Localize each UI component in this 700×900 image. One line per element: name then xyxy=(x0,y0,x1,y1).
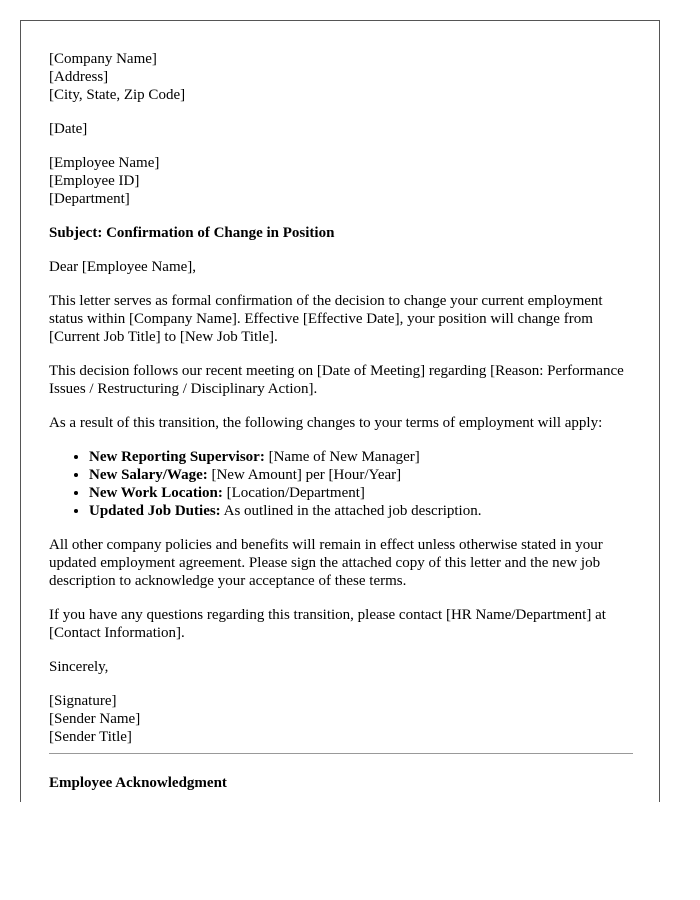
list-item xyxy=(89,448,633,466)
change-label: New Reporting Supervisor: xyxy=(89,449,265,465)
company-header xyxy=(49,50,633,104)
change-label: New Work Location: xyxy=(89,485,223,501)
recipient-department: [Department] xyxy=(49,191,130,207)
signoff: Sincerely, xyxy=(49,659,109,675)
paragraph-policies: All other company policies and benefits will remain in effect unless otherwise stated in your updated employment agreement. Please sign the attached copy of this letter and the new job description to acknowledge your acceptance of these terms. xyxy=(49,537,603,589)
letter-page xyxy=(20,20,660,802)
company-city-state-zip: [City, State, Zip Code] xyxy=(49,87,186,103)
list-item xyxy=(89,466,633,484)
change-value: [Name of New Manager] xyxy=(264,449,420,465)
company-name: [Company Name] xyxy=(49,51,157,67)
recipient-name: [Employee Name] xyxy=(49,155,160,171)
subject-line: Subject: Confirmation of Change in Position xyxy=(49,225,335,241)
sender-title: [Sender Title] xyxy=(49,729,132,745)
acknowledgment-heading: Employee Acknowledgment xyxy=(49,775,227,791)
paragraph-changes-intro: As a result of this transition, the following changes to your terms of employment will apply: xyxy=(49,415,603,431)
letter-content xyxy=(49,50,633,792)
change-value: [New Amount] per [Hour/Year] xyxy=(207,467,402,483)
sender-signature: [Signature] xyxy=(49,693,117,709)
letter-date: [Date] xyxy=(49,121,88,137)
salutation: Dear [Employee Name], xyxy=(49,259,197,275)
paragraph-reason: This decision follows our recent meeting on [Date of Meeting] regarding [Reason: Performance Issues / Restructuring / Disciplinary Action]. xyxy=(49,363,624,397)
list-item xyxy=(89,484,633,502)
list-item xyxy=(89,502,633,520)
paragraph-confirmation: This letter serves as formal confirmation of the decision to change your current employment status within [Company Name]. Effective [Effective Date], your position will change from [Current Job Title] to [New Job Title]. xyxy=(49,293,603,345)
recipient-id: [Employee ID] xyxy=(49,173,140,189)
change-value: [Location/Department] xyxy=(222,485,365,501)
recipient-block xyxy=(49,154,633,208)
sender-block xyxy=(49,692,633,746)
changes-list xyxy=(49,448,633,520)
change-label: New Salary/Wage: xyxy=(89,467,208,483)
sender-name: [Sender Name] xyxy=(49,711,141,727)
change-value: As outlined in the attached job description. xyxy=(220,503,482,519)
section-divider xyxy=(49,753,633,754)
paragraph-contact: If you have any questions regarding this transition, please contact [HR Name/Department] at [Contact Information]. xyxy=(49,607,606,641)
company-address: [Address] xyxy=(49,69,109,85)
change-label: Updated Job Duties: xyxy=(89,503,221,519)
